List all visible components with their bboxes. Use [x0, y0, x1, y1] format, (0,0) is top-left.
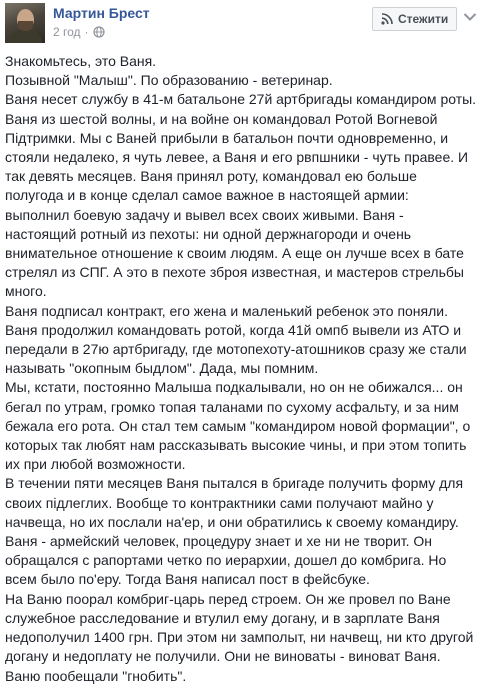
post-text-line: которых так любят нам рассказывать высокие чины, и при этом топить: [5, 437, 467, 454]
post-text-line: Ваня подписал контракт, его жена и маленький ребенок это поняли.: [5, 302, 449, 319]
post-text-line: Ваня из шестой волны, и на войне он командовал Ротой Вогневой: [5, 110, 438, 127]
avatar-beard: [18, 21, 33, 31]
follow-button-label: Стежити: [398, 12, 449, 26]
post-text-line: Ваня - армейский человек, процедуру знает и хе ни не творит. Он: [5, 533, 433, 550]
chevron-down-icon[interactable]: [463, 12, 477, 22]
post-text-line: бегал по утрам, громко топая таланами по сухому асфальту, и за ним: [5, 398, 459, 415]
post-text-line: своих підлеглих. Вообще то контрактники сами получают майно у: [5, 494, 434, 511]
post-timestamp[interactable]: 2 год: [53, 25, 81, 39]
post-text-line: Знакомьтесь, это Ваня.: [5, 53, 157, 69]
post-text-line: недополучил 1400 грн. При этом ни замполыт, ни начвещ, ни кто другой: [5, 629, 474, 646]
post-text-line: так девять месяцев. Ваня принял роту, командовал ею больше: [5, 168, 417, 185]
meta-separator: ·: [84, 25, 89, 39]
post-text-line: Ваню пообещали "гнобить".: [5, 667, 187, 684]
post-text-line: В течении пяти месяцев Ваня пытался в бригаде получить форму для: [5, 475, 464, 492]
post-text-line: настоящий ротный из пехоты: ни одной держнагороди и очень: [5, 225, 412, 242]
rss-icon: [381, 13, 393, 25]
post-text-line: Ваня продолжил командовать ротой, когда 41й омпб вывели из АТО и: [5, 321, 462, 338]
post-text-line: Мы, кстати, постоянно Малыша подкалывали, но он не обижался... он: [5, 379, 463, 396]
post-text-line: всем было поʹеру. Тогда Ваня написал пост в фейсбуке.: [5, 571, 370, 588]
globe-icon: [93, 26, 105, 38]
post-text-line: стрелял из СПГ. А это в пехоте зброя известная, и мастеров стрельбы: [5, 264, 464, 281]
post-text-line: обращался с рапортами четко по иерархии, дошел до комбрига. Но: [5, 552, 447, 569]
post-text-line: стояли недалеко, я чуть левее, а Ваня и его рвпшники - чуть правее. И: [5, 149, 469, 166]
post-text-line: На Ваню поорал комбриг-царь перед строем. Он же провел по Ване: [5, 590, 451, 607]
post-text-line: начвеща, но их послали наʹер, и они обратились к своему командиру.: [5, 513, 459, 530]
author-avatar[interactable]: [5, 3, 45, 43]
post-text-line: внимательное отношение к своим людям. А еще он лучше всех в бате: [5, 245, 464, 262]
post-text-line: передали в 27ю артбригаду, где мотопехоту-атошников сразу же стали: [5, 341, 467, 358]
post-text-line: бежала его рота. Он стал тем самым "командиром новой формации", о: [5, 417, 471, 434]
post-text-line: много.: [5, 283, 47, 300]
post-text-line: Підтримки. Мы с Ваней прибыли в батальон почти одновременно, и: [5, 129, 449, 146]
post-header: [0, 0, 492, 46]
post-text-line: полугода и в конце сделал самое важное в настоящей армии:: [5, 187, 409, 204]
post-text-line: выполнил боевую задачу и вывел всех своих живыми. Ваня -: [5, 206, 404, 223]
post-text-line: их при любой возможности.: [5, 456, 186, 473]
post-text-line: Ваня несет службу в 41-м батальоне 27й артбригады командиром роты.: [5, 91, 477, 108]
post-text: [5, 52, 489, 686]
follow-button[interactable]: [372, 7, 457, 31]
post-text-line: называть "окопным быдлом". Дада, мы помним.: [5, 360, 319, 377]
post-text-line: Позывной "Малыш". По образованию - ветеринар.: [5, 72, 333, 89]
avatar-body: [9, 30, 42, 43]
author-name-link[interactable]: Мартин Брест: [53, 5, 150, 21]
post-text-line: догану и недоплату не получили. Они не виноваты - виноват Ваня.: [5, 648, 441, 665]
post-text-line: служебное расследование и втулил ему догану, и в зарплате Ваня: [5, 609, 440, 626]
post-meta: [53, 25, 105, 39]
